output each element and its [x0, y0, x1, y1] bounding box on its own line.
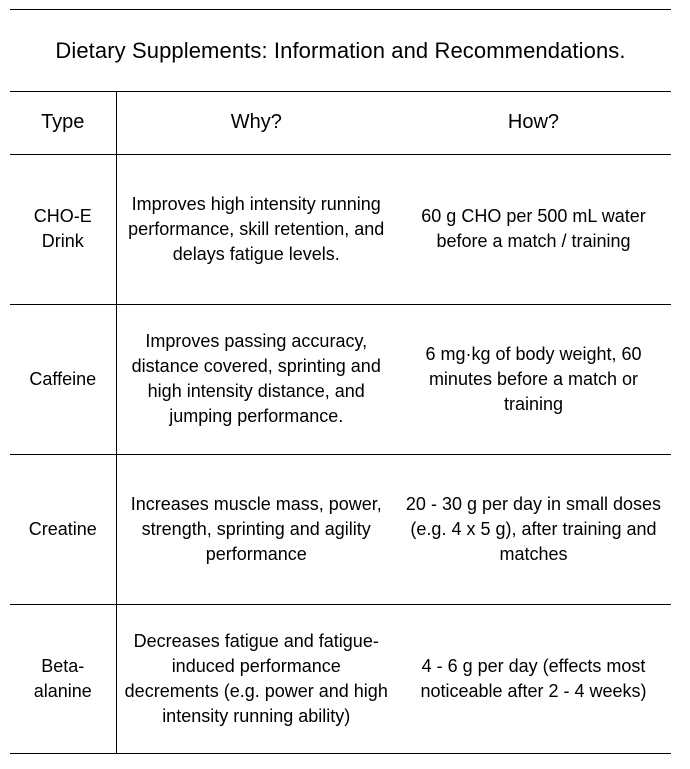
cell-why: Decreases fatigue and fatigue-induced performance decrements (e.g. power and high intensity running ability)	[124, 630, 388, 726]
table-row	[10, 154, 671, 304]
cell-type: Creatine	[10, 454, 116, 604]
cell-how: 6 mg·kg of body weight, 60 minutes before a match or training	[396, 304, 671, 454]
header-why: Why?	[116, 92, 396, 154]
header-row	[10, 92, 671, 154]
cell-why: Improves high intensity running performance, skill retention, and delays fatigue levels.	[116, 154, 396, 304]
cell-why: Increases muscle mass, power, strength, sprinting and agility performance	[116, 454, 396, 604]
cell-type: Beta-alanine	[10, 604, 116, 753]
table-title: Dietary Supplements: Information and Recommendations.	[10, 10, 671, 92]
table-row	[10, 604, 671, 753]
supplements-sheet	[10, 9, 671, 754]
cell-how: 4 - 6 g per day (effects most noticeable after 2 - 4 weeks)	[420, 655, 647, 701]
cell-how: 20 - 30 g per day in small doses (e.g. 4 x 5 g), after training and matches	[396, 454, 671, 604]
header-type: Type	[10, 92, 116, 154]
cell-type: CHO-E Drink	[10, 154, 116, 304]
cell-type: Caffeine	[10, 304, 116, 454]
cell-why: Improves passing accuracy, distance covered, sprinting and high intensity distance, and jumping performance.	[116, 304, 396, 454]
header-how: How?	[396, 92, 671, 154]
table-row	[10, 304, 671, 454]
supplements-table	[10, 92, 671, 753]
cell-how: 60 g CHO per 500 mL water before a match / training	[396, 154, 671, 304]
table-row	[10, 454, 671, 604]
